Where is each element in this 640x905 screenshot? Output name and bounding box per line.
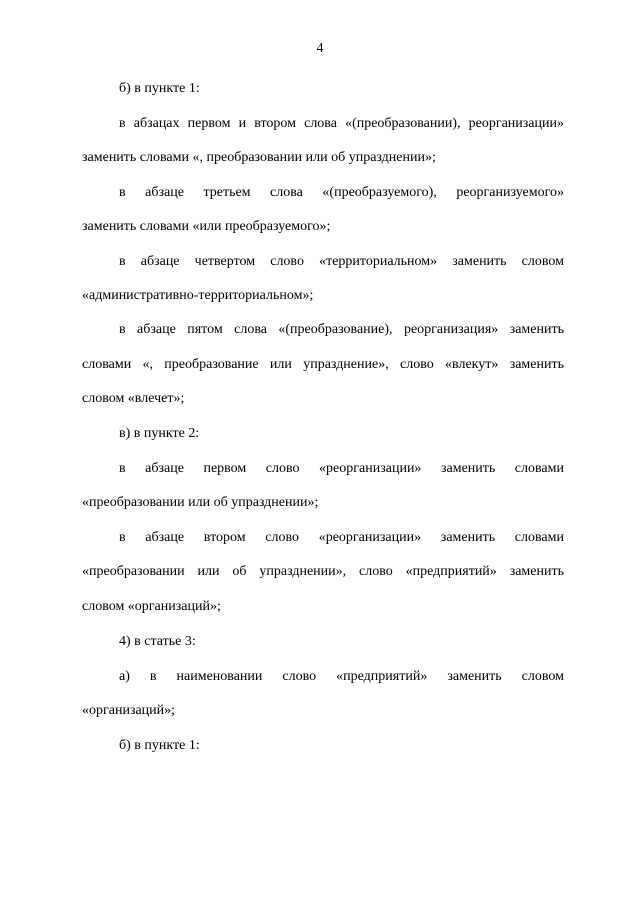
text-line: а) в наименовании слово «предприятий» заменить словом xyxy=(119,669,564,684)
text-line: в абзаце первом слово «реорганизации» заменить словами xyxy=(119,461,564,476)
text-line: словом «влечет»; xyxy=(82,391,185,406)
text-line: б) в пункте 1: xyxy=(119,81,200,96)
text-line: в абзаце втором слово «реорганизации» заменить словами xyxy=(119,530,564,545)
text-line: заменить словами «, преобразовании или об упразднении»; xyxy=(82,150,436,165)
text-line: в абзаце четвертом слово «территориальном» заменить словом xyxy=(119,254,564,269)
text-line: б) в пункте 1: xyxy=(119,738,200,753)
text-line: словами «, преобразование или упразднение», слово «влекут» заменить xyxy=(82,357,564,372)
text-line: в абзацах первом и втором слова «(преобразовании), реорганизации» xyxy=(119,116,564,131)
text-line: «организаций»; xyxy=(82,703,176,718)
text-line: «административно-территориальном»; xyxy=(82,288,314,303)
text-line: в абзаце пятом слова «(преобразование), реорганизация» заменить xyxy=(119,322,564,337)
text-line: «преобразовании или об упразднении», слово «предприятий» заменить xyxy=(82,564,564,579)
text-line: заменить словами «или преобразуемого»; xyxy=(82,219,331,234)
text-line: «преобразовании или об упразднении»; xyxy=(82,495,319,510)
text-line: в) в пункте 2: xyxy=(119,426,200,441)
page-number: 4 xyxy=(316,41,324,56)
text-line: в абзаце третьем слова «(преобразуемого), реорганизуемого» xyxy=(119,185,564,200)
text-line: 4) в статье 3: xyxy=(119,634,196,649)
text-line: словом «организаций»; xyxy=(82,599,221,614)
